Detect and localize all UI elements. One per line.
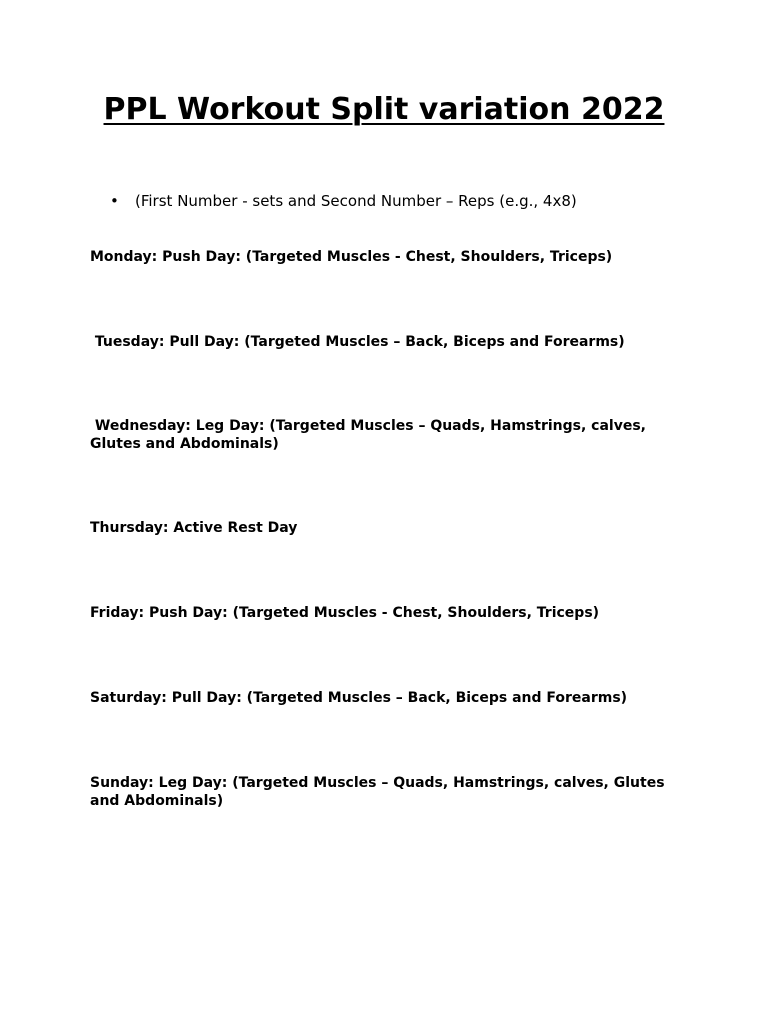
day-sunday: Sunday: Leg Day: (Targeted Muscles – Quads, Hamstrings, calves, Glutes and Abdominals)	[90, 775, 670, 809]
page-title: PPL Workout Split variation 2022	[103, 92, 665, 127]
bullet-text: (First Number - sets and Second Number – Reps (e.g., 4x8)	[135, 192, 577, 210]
day-thursday: Thursday: Active Rest Day	[90, 520, 298, 536]
bullet-list-item	[110, 190, 670, 212]
day-saturday: Saturday: Pull Day: (Targeted Muscles – Back, Biceps and Forearms)	[90, 690, 628, 706]
bullet-icon: •	[110, 192, 119, 210]
day-wednesday: Wednesday: Leg Day: (Targeted Muscles – Quads, Hamstrings, calves, Glutes and Abdominals)	[90, 418, 651, 452]
day-friday: Friday: Push Day: (Targeted Muscles - Chest, Shoulders, Triceps)	[90, 605, 600, 621]
day-monday: Monday: Push Day: (Targeted Muscles - Chest, Shoulders, Triceps)	[90, 249, 613, 265]
day-tuesday: Tuesday: Pull Day: (Targeted Muscles – Back, Biceps and Forearms)	[90, 334, 625, 350]
